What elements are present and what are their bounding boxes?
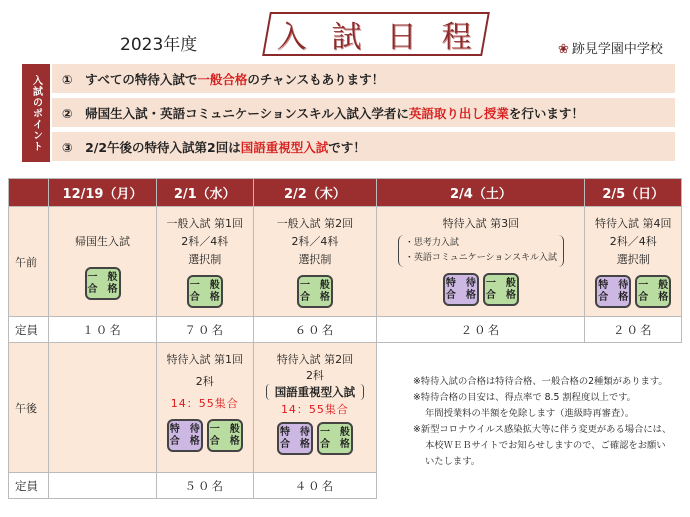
col-header: 2/1（水）	[157, 179, 254, 207]
point-row-3	[50, 132, 675, 161]
badge-group	[49, 267, 156, 300]
general-pass-badge: 一 般 合 格	[635, 275, 671, 308]
scholarship-pass-badge: 特 待 合 格	[595, 275, 631, 308]
exam-cell	[157, 343, 254, 473]
col-header: 2/2（木）	[253, 179, 377, 207]
col-header: 2/5（日）	[585, 179, 682, 207]
capacity-value: ７０名	[157, 317, 254, 343]
point-text: です！	[328, 139, 366, 155]
exam-line: 帰国生入試	[75, 235, 130, 248]
point-text: のチャンスもあります！	[247, 71, 385, 87]
scholarship-pass-badge: 特 待 合 格	[277, 422, 313, 455]
point-text: ③ 2/2午後の特待入試第2回は	[62, 139, 241, 155]
capacity-value: １０名	[49, 317, 157, 343]
title-char: 入	[276, 20, 311, 55]
general-pass-badge: 一 般 合 格	[483, 273, 519, 306]
point-highlight: 国語重視型入試	[240, 139, 329, 155]
japanese-focus-label: 国語重視型入試	[266, 384, 365, 400]
badge-group	[157, 419, 253, 452]
school-name-text: 跡見学園中学校	[571, 42, 663, 57]
points-side-label	[22, 64, 50, 162]
col-header: 12/19（月）	[49, 179, 157, 207]
point-text: ① すべての特待入試で	[62, 71, 198, 87]
point-row-1	[50, 64, 675, 93]
exam-cell	[377, 207, 585, 317]
exam-line: 2科／4科	[181, 235, 229, 248]
general-pass-badge: 一 般 合 格	[297, 275, 333, 308]
exam-line: 2科	[195, 375, 214, 388]
scholarship-pass-badge: 特 待 合 格	[443, 273, 479, 306]
blank-cell	[377, 473, 682, 499]
exam-cell	[585, 207, 682, 317]
exam-line: 選択制	[188, 253, 222, 266]
point-text: を行います！	[508, 105, 584, 121]
point-highlight: 一般合格	[197, 71, 248, 87]
am-capacity-row	[9, 317, 682, 343]
note-line: ※特待入試の合格は特待合格、一般合格の2種類があります。	[413, 376, 668, 387]
exam-cell	[157, 207, 254, 317]
capacity-label: 定員	[9, 317, 49, 343]
header-row	[9, 179, 682, 207]
point-highlight: 英語取り出し授業	[408, 105, 509, 121]
exam-line: 特待入試 第1回	[166, 353, 243, 366]
exam-line: 一般入試 第1回	[166, 217, 243, 230]
col-header: 2/4（土）	[377, 179, 585, 207]
title-char: 日	[386, 20, 421, 55]
exam-line: 2科／4科	[609, 235, 657, 248]
scholarship-pass-badge: 特 待 合 格	[167, 419, 203, 452]
notes	[413, 374, 688, 470]
assembly-time: 14：55集合	[170, 397, 239, 410]
exam-line: 2科	[305, 369, 324, 382]
empty-cell	[49, 343, 157, 473]
exam-line: 特待入試 第3回	[442, 217, 520, 230]
note-line: 本校ＷＥＢサイトでお知らせしますので、ご確認をお願い	[425, 440, 666, 451]
page-title	[266, 14, 486, 54]
badge-group	[254, 275, 377, 308]
empty-cell	[49, 473, 157, 499]
exam-type: ・英語コミュニケーションスキル入試	[404, 253, 557, 263]
title-char: 試	[331, 20, 366, 55]
capacity-value: ６０名	[253, 317, 377, 343]
exam-line: 選択制	[616, 253, 650, 266]
point-row-2	[50, 98, 675, 127]
badge-group	[157, 275, 253, 308]
am-label: 午前	[9, 207, 49, 317]
assembly-time: 14：55集合	[280, 403, 349, 416]
capacity-label: 定員	[9, 473, 49, 499]
corner-cell	[9, 179, 49, 207]
note-line: 年間授業料の半額を免除します（進級時再審査）。	[425, 408, 635, 419]
general-pass-badge: 一 般 合 格	[317, 422, 353, 455]
exam-cell	[49, 207, 157, 317]
exam-type-list	[398, 235, 564, 267]
badge-group	[377, 273, 584, 306]
note-line: いたします。	[425, 456, 481, 467]
flower-icon: ❀	[558, 42, 569, 57]
note-line: ※特待合格の目安は、得点率で 8.5 割程度以上です。	[413, 392, 636, 403]
year-label: 2023年度	[120, 35, 198, 55]
badge-group	[254, 422, 377, 455]
exam-line: 特待入試 第2回	[276, 353, 354, 366]
title-char: 程	[441, 20, 476, 55]
exam-line: 2科／4科	[291, 235, 339, 248]
capacity-value: ２０名	[585, 317, 682, 343]
capacity-value: ４０名	[253, 473, 377, 499]
exam-type: ・思考力入試	[404, 238, 459, 248]
capacity-value: ２０名	[377, 317, 585, 343]
school-name	[558, 38, 663, 57]
exam-line: 特待入試 第4回	[594, 217, 672, 230]
general-pass-badge: 一 般 合 格	[187, 275, 223, 308]
general-pass-badge: 一 般 合 格	[85, 267, 121, 300]
pm-label: 午後	[9, 343, 49, 473]
am-row	[9, 207, 682, 317]
general-pass-badge: 一 般 合 格	[207, 419, 243, 452]
note-line: ※新型コロナウイルス感染拡大等に伴う変更がある場合には、	[413, 424, 672, 435]
exam-line: 一般入試 第2回	[276, 217, 354, 230]
badge-group	[585, 275, 681, 308]
exam-line: 選択制	[298, 253, 332, 266]
pm-capacity-row	[9, 473, 682, 499]
point-text: ② 帰国生入試・英語コミュニケーションスキル入試入学者に	[62, 105, 409, 121]
capacity-value: ５０名	[157, 473, 254, 499]
page-header	[0, 0, 690, 60]
exam-cell	[253, 343, 377, 473]
exam-cell	[253, 207, 377, 317]
points-side-text: 入試のポイント	[30, 74, 42, 152]
